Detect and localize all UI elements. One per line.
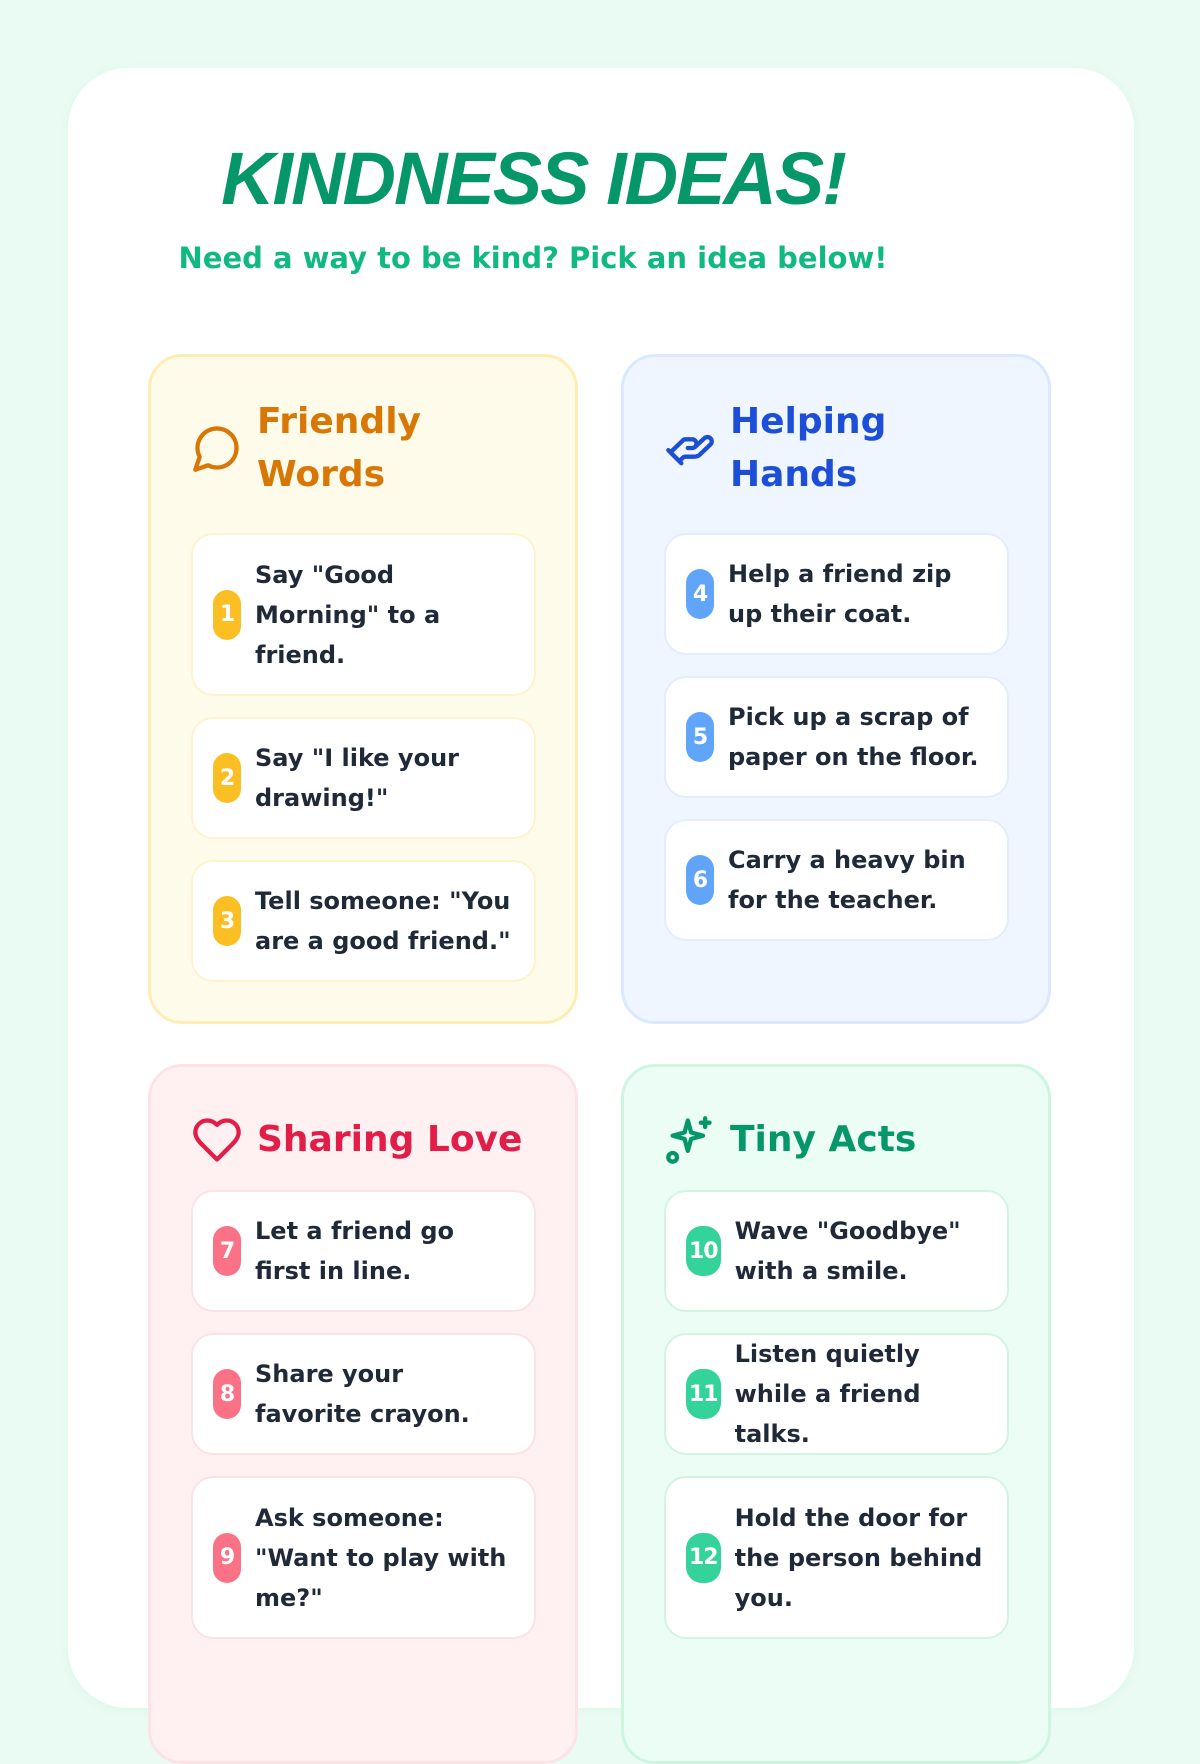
section-title-line2: Hands <box>730 454 858 495</box>
section-header <box>664 1113 916 1166</box>
idea-number-badge: 12 <box>686 1533 721 1583</box>
section-header <box>191 395 421 501</box>
page-title: KINDNESS IDEAS! <box>221 137 845 220</box>
section-helping-hands <box>621 354 1051 1024</box>
idea-card[interactable] <box>191 717 536 839</box>
idea-number-badge: 9 <box>213 1533 241 1583</box>
idea-card[interactable] <box>191 1476 536 1639</box>
idea-card[interactable] <box>664 533 1009 655</box>
section-friendly-words <box>148 354 578 1024</box>
idea-card[interactable] <box>664 1476 1009 1639</box>
idea-number-badge: 11 <box>686 1369 721 1419</box>
heart-icon <box>191 1114 243 1166</box>
idea-card[interactable] <box>664 1190 1009 1312</box>
idea-card[interactable] <box>191 1190 536 1312</box>
idea-number-badge: 2 <box>213 753 241 803</box>
idea-text: Let a friend go first in line. <box>255 1217 455 1285</box>
section-header <box>191 1113 522 1166</box>
idea-card[interactable] <box>191 1333 536 1455</box>
idea-text: Ask someone: "Want to play with me?" <box>255 1503 507 1612</box>
idea-number-badge: 1 <box>213 590 241 640</box>
idea-text: Listen quietly while a friend talks. <box>734 1340 921 1448</box>
idea-text: Hold the door for the person behind you. <box>734 1503 983 1612</box>
idea-card[interactable] <box>191 533 536 696</box>
helping-hand-icon <box>664 422 716 474</box>
page-subtitle: Need a way to be kind? Pick an idea below! <box>178 241 888 275</box>
section-title: Sharing Love <box>257 1119 523 1160</box>
idea-number-badge: 6 <box>686 855 714 905</box>
section-title: Friendly <box>257 401 422 442</box>
section-tiny-acts <box>621 1064 1051 1764</box>
idea-text: Tell someone: "You are a good friend." <box>255 887 511 955</box>
idea-card[interactable] <box>191 860 536 982</box>
idea-text: Say "Good Morning" to a friend. <box>255 560 441 669</box>
idea-text: Wave "Goodbye" with a smile. <box>734 1217 961 1285</box>
section-header <box>664 395 886 501</box>
section-title-line2: Words <box>257 454 386 495</box>
idea-number-badge: 3 <box>213 896 241 946</box>
idea-card[interactable] <box>664 676 1009 798</box>
section-title: Tiny Acts <box>730 1119 917 1160</box>
idea-text: Share your favorite crayon. <box>255 1360 470 1428</box>
idea-text: Say "I like your drawing!" <box>255 744 459 812</box>
idea-number-badge: 8 <box>213 1369 241 1419</box>
section-sharing-love <box>148 1064 578 1764</box>
idea-text: Help a friend zip up their coat. <box>728 560 952 628</box>
idea-text: Pick up a scrap of paper on the floor. <box>728 703 979 771</box>
speech-bubble-icon <box>191 422 243 474</box>
idea-number-badge: 10 <box>686 1226 721 1276</box>
idea-card[interactable] <box>664 819 1009 941</box>
idea-text: Carry a heavy bin for the teacher. <box>728 846 966 914</box>
section-title: Helping <box>730 401 887 442</box>
idea-card[interactable] <box>664 1333 1009 1455</box>
sparkles-icon <box>664 1114 716 1166</box>
idea-number-badge: 4 <box>686 569 714 619</box>
idea-number-badge: 5 <box>686 712 714 762</box>
idea-number-badge: 7 <box>213 1226 241 1276</box>
